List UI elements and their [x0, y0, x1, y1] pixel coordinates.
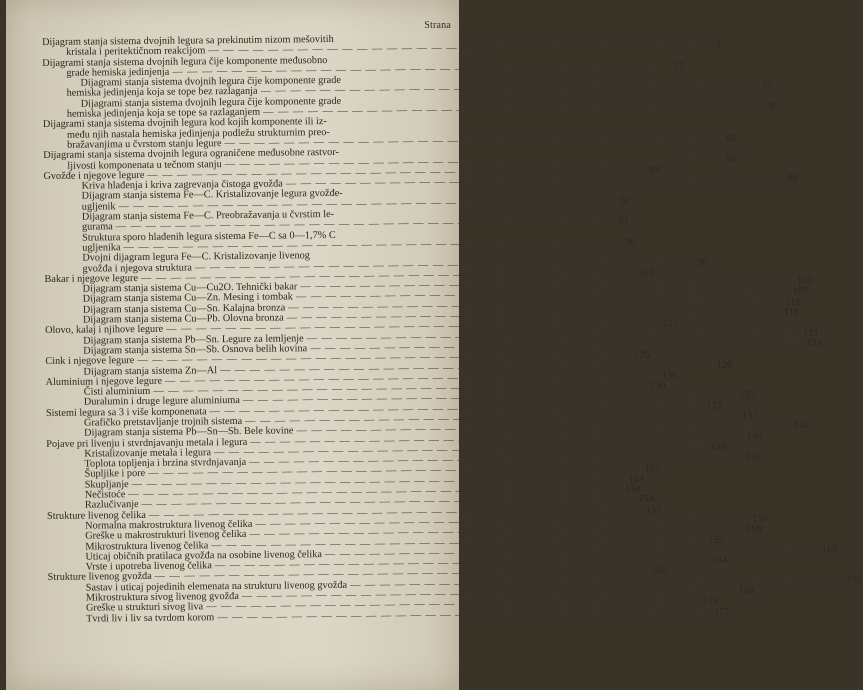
toc-entry-title: Kriva hlađenja i kriva zagrevanja čistoga gvožđa [81, 178, 283, 192]
toc-entry-title: ugljenika [82, 242, 121, 254]
toc-entry-title: Dijagrami stanja sistema dvojnih legura čije komponente grade [80, 95, 342, 110]
toc-entry-title: Dijagram stanja sistema Zn—Al [83, 364, 218, 378]
toc-entry-page-number: 154 [638, 493, 654, 506]
toc-entry-title: Kristalizovanje metala i legura [84, 447, 212, 460]
toc-entry-page-number: 112 [785, 296, 801, 308]
toc-entry-title: Dijagrami stanja sistema dvojnih legura kod kojih komponente ili iz- [42, 116, 327, 131]
toc-entry-title: Tvrdi liv i liv sa tvrdom korom [86, 611, 215, 625]
toc-entry-title: Dijagram stanja sistema Cu—Sn. Kalajna bronza [82, 302, 286, 316]
toc-entry-page-number: 98 [696, 256, 708, 268]
toc-entry-page-number: 165 [651, 565, 667, 578]
toc-entry-page-number: 103 [796, 276, 813, 288]
toc-entry-title: Čisti aluminium [83, 385, 151, 398]
page-column-header: Strana [424, 20, 451, 31]
toc-entry-page-number: 89 [787, 173, 799, 185]
toc-entry-title: Olovo, kalaj i njihove legure [45, 324, 164, 337]
toc-entry-title: Greške u makrostrukturi livenog čelika [85, 529, 247, 542]
toc-entry-page-number: 154 [625, 483, 641, 495]
toc-entry-title: Dvojni dijagram legura Fe—C. Kristalizovanje livenog [82, 250, 310, 264]
toc-entry-page-number: 165 [846, 574, 863, 586]
toc-entry-page-number: 155 [645, 504, 662, 516]
toc-entry-title: Dijagram stanja sistema Pb—Sn. Legure za lemljenje [83, 332, 304, 347]
toc-entry-title: Dijagram stanja sistema Fe—C. Preobražavanja u čvrstim le- [81, 208, 335, 223]
toc-entry-page-number: 172 [713, 606, 730, 618]
toc-entry-page-number: 121 [803, 327, 819, 339]
toc-entry-page-number: 171 [702, 596, 719, 608]
toc-entry-title: Normalna makrostruktura livenog čelika [85, 518, 253, 532]
toc-entry-title: Nečistoće [84, 489, 126, 501]
toc-entry-page-number: 73 [710, 40, 721, 52]
toc-entry-title: Strukture livenog čelika [46, 509, 146, 522]
toc-entry-title: među njih nastala hemiska jedinjenja podležu strukturnim preo- [66, 126, 330, 141]
toc-entry-title: Dijagram stanja sistema Cu—Pb. Olovna bronza [82, 312, 284, 326]
table-of-contents [41, 33, 863, 625]
toc-entry-title: Dijagram stanja sistema Cu—Cu2O. Tehnički bakar [82, 281, 298, 295]
toc-entry-page-number: 75 [674, 61, 685, 73]
toc-entry-page-number: 130 [649, 380, 666, 392]
toc-entry-title: Sastav i uticaj pojedinih elemenata na strukturu livenog gvožđa [85, 579, 348, 594]
toc-entry-page-number: 164 [711, 554, 728, 567]
toc-entry-page-number: 137 [741, 410, 758, 422]
toc-entry-title: gurama [81, 221, 113, 233]
toc-entry-page-number: 118 [783, 307, 799, 319]
toc-entry-title: Struktura sporo hlađenih legura sistema Fe—C sa 0—1,7% C [82, 229, 336, 244]
toc-entry-page-number: 124 [806, 337, 823, 349]
toc-entry-title: ugljenik [81, 200, 116, 213]
toc-entry-page-number: 155 [752, 513, 768, 525]
toc-entry-title: Mikrostruktura livenog čelika [85, 539, 209, 553]
toc-entry-title: Grafičko pretstavljanje trojnih sistema [83, 415, 243, 429]
toc-entry-page-number: 151 [644, 463, 661, 475]
toc-entry-page-number: 149 [746, 431, 763, 443]
toc-entry-title: hemiska jedinjenja koja se tope bez razlaganja [66, 86, 258, 100]
toc-entry-title: Skupljanje [84, 478, 129, 491]
toc-entry-page-number: 103 [637, 267, 654, 279]
toc-entry-title: bražavanjima u čvrstom stanju legure [67, 138, 222, 151]
toc-entry-title: Aluminium i njegove legure [45, 375, 163, 388]
toc-entry-title: Duralumin i druge legure aluminiuma [83, 395, 241, 408]
toc-entry-title: Dijagrami stanja sistema dvojnih legura čije komponente međusobno [42, 54, 328, 69]
book-page [6, 0, 863, 690]
toc-entry-page-number: 154 [628, 473, 644, 485]
toc-entry-page-number: 75 [762, 80, 773, 92]
toc-entry-title: Mikrostruktura sivog livenog gvožđa [85, 591, 239, 604]
toc-entry-page-number: 92 [620, 195, 631, 207]
toc-entry-title: Dijagram stanja sistema Sn—Sb. Osnova belih kovina [83, 343, 308, 357]
toc-entry-page-number: 137 [706, 400, 722, 412]
toc-entry-page-number: 96 [625, 236, 636, 248]
toc-entry-title: Razlučivanje [84, 499, 139, 511]
toc-entry-title: Cink i njegove legure [45, 355, 135, 368]
toc-entry-title: Dijagram stanja sistema Cu—Zn. Mesing i tombak [82, 291, 293, 306]
toc-entry-page-number: 149 [710, 441, 727, 453]
toc-entry-title: Bakar i njegove legure [44, 272, 139, 285]
toc-entry-page-number: 107 [792, 286, 809, 298]
toc-entry-page-number: 78 [764, 101, 776, 113]
toc-entry-title: Pojave pri livenju i stvrdnjavanju metala i legura [46, 436, 248, 450]
toc-entry-page-number: 126 [716, 359, 733, 371]
toc-entry-page-number: 130 [661, 370, 678, 382]
toc-entry-page-number: 150 [745, 451, 762, 463]
toc-entry-title: Vrste i upotreba livenog čelika [85, 560, 212, 573]
toc-entry-title: Dijagrami stanja sistema dvojnih legura ograničene međusobne rastvor- [43, 147, 340, 162]
toc-entry-page-number: 82 [726, 132, 737, 144]
toc-entry-page-number: 86 [726, 153, 737, 165]
toc-entry-page-number: 93 [617, 216, 629, 228]
toc-entry-page-number: 158 [746, 523, 762, 535]
toc-entry-title: grade hemiska jedinjenja [66, 66, 170, 79]
toc-entry-title: Dijagram stanja sistema Pb—Sn—Sb. Bele kovine [84, 425, 294, 439]
toc-entry-page-number: 126 [633, 349, 650, 362]
toc-entry-title: Greške u strukturi sivog liva [85, 601, 204, 614]
toc-entry-page-number: 168 [738, 585, 755, 597]
toc-entry-title: gvožđa i njegova struktura [82, 261, 192, 275]
toc-entry-page-number: 159 [707, 534, 724, 546]
toc-entry-title: Strukture livenog gvožđa [47, 571, 152, 584]
toc-entry-title: Šupljike i pore [84, 468, 146, 481]
toc-entry-title: hemiska jedinjenja koja se tope sa razlaganjem [66, 106, 261, 120]
toc-entry-title: Sistemi legura sa 3 i više komponenata [45, 405, 207, 419]
toc-entry-title: Toplota topljenja i brzina stvrdnjavanja [84, 457, 247, 470]
toc-entry-title: Dijagrami stanja sistema dvojnih legura čije komponente grade [80, 75, 342, 89]
toc-entry-title: kristala i peritektičnom reakcijom [66, 45, 206, 59]
toc-entry-title: ljivosti komponenata u tečnom stanju [67, 158, 222, 172]
toc-entry-title: Uticaj običnih pratilaca gvožđa na osobine livenog čelika [85, 548, 322, 563]
toc-entry-title: Dijagram stanja sistema Fe—C. Kristalizovanje legura gvožđe- [81, 188, 343, 203]
toc-entry-page-number: 121 [662, 318, 679, 330]
toc-entry-title: Gvožđe i njegove legure [43, 169, 145, 182]
toc-entry-page-number: 141 [793, 420, 809, 432]
toc-entry-page-number: 133 [739, 389, 756, 402]
toc-entry-page-number: 89 [649, 164, 660, 176]
toc-entry-page-number: 163 [821, 543, 838, 555]
toc-entry-title: Dijagram stanja sistema dvojnih legura sa prekinutim nizom mešovitih [41, 33, 334, 48]
